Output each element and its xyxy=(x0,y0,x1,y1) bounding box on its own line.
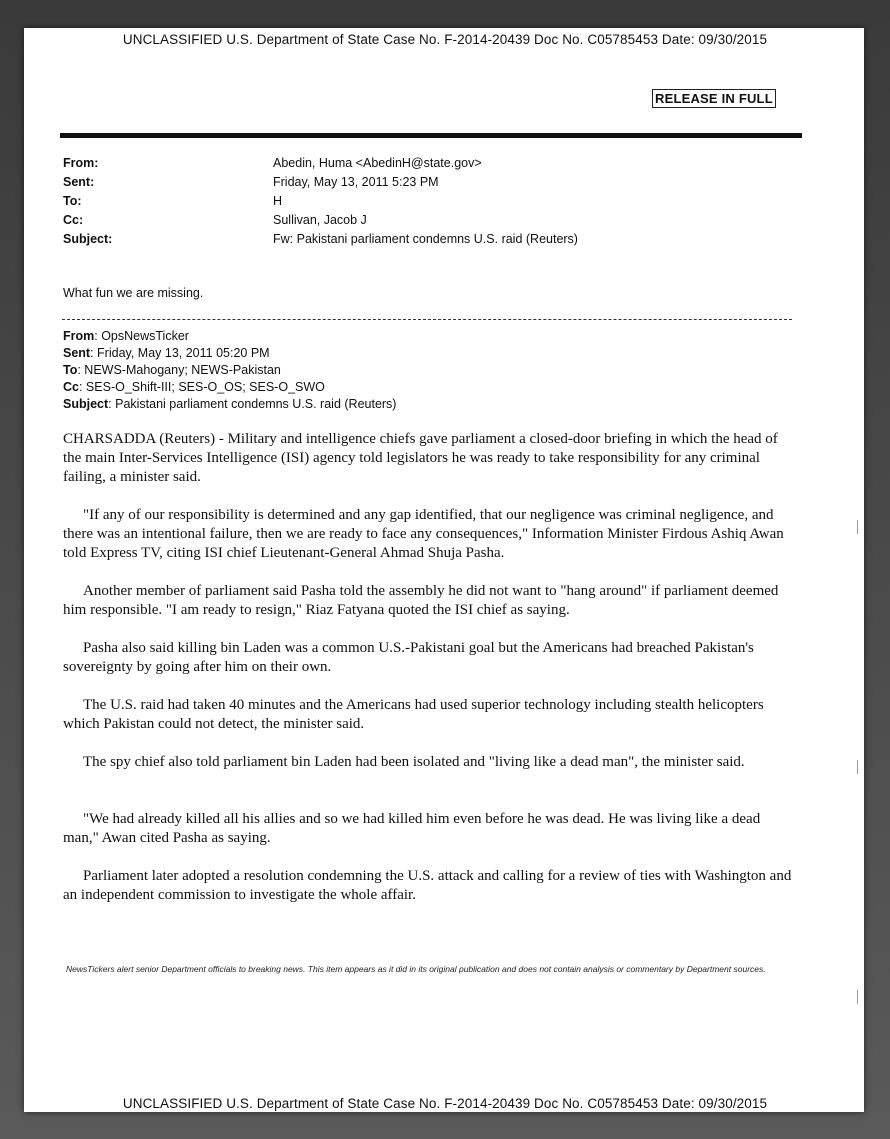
fwd-subject-line xyxy=(63,397,396,411)
fwd-sent-line xyxy=(63,346,270,360)
fwd-subject-label: Subject xyxy=(63,397,109,411)
cc-value: Sullivan, Jacob J xyxy=(273,213,367,227)
fwd-sent-value: : Friday, May 13, 2011 05:20 PM xyxy=(90,346,270,360)
fwd-from-value: : OpsNewsTicker xyxy=(94,329,189,343)
release-stamp: RELEASE IN FULL xyxy=(652,89,776,108)
classification-stamp-top: UNCLASSIFIED U.S. Department of State Case No. F-2014-20439 Doc No. C05785453 Date: 09/30/2015 xyxy=(122,32,768,47)
fwd-to-label: To xyxy=(63,363,78,377)
forward-divider xyxy=(62,319,792,320)
fwd-sent-label: Sent xyxy=(63,346,91,360)
article-paragraph: Another member of parliament said Pasha told the assembly he did not want to "hang around" if parliament deemed him responsible. "I am ready to resign," Riaz Fatyana quoted the ISI chief as saying. xyxy=(63,583,779,618)
sent-value: Friday, May 13, 2011 5:23 PM xyxy=(273,175,439,189)
fwd-to-value: : NEWS-Mahogany; NEWS-Pakistan xyxy=(77,363,281,377)
article-paragraph: The spy chief also told parliament bin Laden had been isolated and "living like a dead man", the minister said. xyxy=(83,754,745,770)
article-paragraph: "We had already killed all his allies and so we had killed him even before he was dead. He was living like a dead man," Awan cited Pasha as saying. xyxy=(63,811,761,846)
fwd-to-line xyxy=(63,363,281,377)
to-label: To: xyxy=(63,194,82,208)
article-paragraph: The U.S. raid had taken 40 minutes and the Americans had used superior technology including stealth helicopters which Pakistan could not detect, the minister said. xyxy=(63,697,764,732)
fwd-cc-value: : SES-O_Shift-III; SES-O_OS; SES-O_SWO xyxy=(78,380,325,394)
cc-label: Cc: xyxy=(63,213,84,227)
from-value: Abedin, Huma <AbedinH@state.gov> xyxy=(273,156,482,170)
fwd-cc-label: Cc xyxy=(63,380,79,394)
subject-value: Fw: Pakistani parliament condemns U.S. raid (Reuters) xyxy=(273,232,578,246)
scan-mark xyxy=(857,760,858,774)
scan-mark xyxy=(857,520,858,534)
fwd-from-label: From xyxy=(63,329,95,343)
newsticker-footnote: NewsTickers alert senior Department officials to breaking news. This item appears as it did in its original publication and does not contain analysis or commentary by Department sources. xyxy=(66,964,766,974)
article-paragraph: "If any of our responsibility is determined and any gap identified, that our negligence was criminal negligence, and there was an intentional failure, then we are ready to face any consequences," Information Minister Firdous Ashiq Awan told Express TV, citing ISI chief Lieutenant-General Ahmad Shuja Pasha. xyxy=(63,507,784,561)
to-value: H xyxy=(273,194,283,208)
subject-label: Subject: xyxy=(63,232,113,246)
sent-label: Sent: xyxy=(63,175,95,189)
article-paragraph: CHARSADDA (Reuters) - Military and intelligence chiefs gave parliament a closed-door briefing in which the head of the main Inter-Services Intelligence (ISI) agency told legislators he was ready to take responsibility for any criminal failing, a minister said. xyxy=(63,431,778,485)
fwd-cc-line xyxy=(63,380,325,394)
article-paragraph: Pasha also said killing bin Laden was a common U.S.-Pakistani goal but the Americans had breached Pakistan's sovereignty by going after him on their own. xyxy=(63,640,754,675)
intro-message: What fun we are missing. xyxy=(63,286,204,300)
classification-stamp-bottom: UNCLASSIFIED U.S. Department of State Case No. F-2014-20439 Doc No. C05785453 Date: 09/30/2015 xyxy=(122,1096,768,1111)
fwd-from-line xyxy=(63,329,189,343)
article-paragraph: Parliament later adopted a resolution condemning the U.S. attack and calling for a review of ties with Washington and an independent commission to investigate the whole affair. xyxy=(63,868,792,903)
header-divider xyxy=(60,133,802,138)
from-label: From: xyxy=(63,156,99,170)
scan-mark xyxy=(857,990,858,1004)
fwd-subject-value: : Pakistani parliament condemns U.S. raid (Reuters) xyxy=(108,397,397,411)
